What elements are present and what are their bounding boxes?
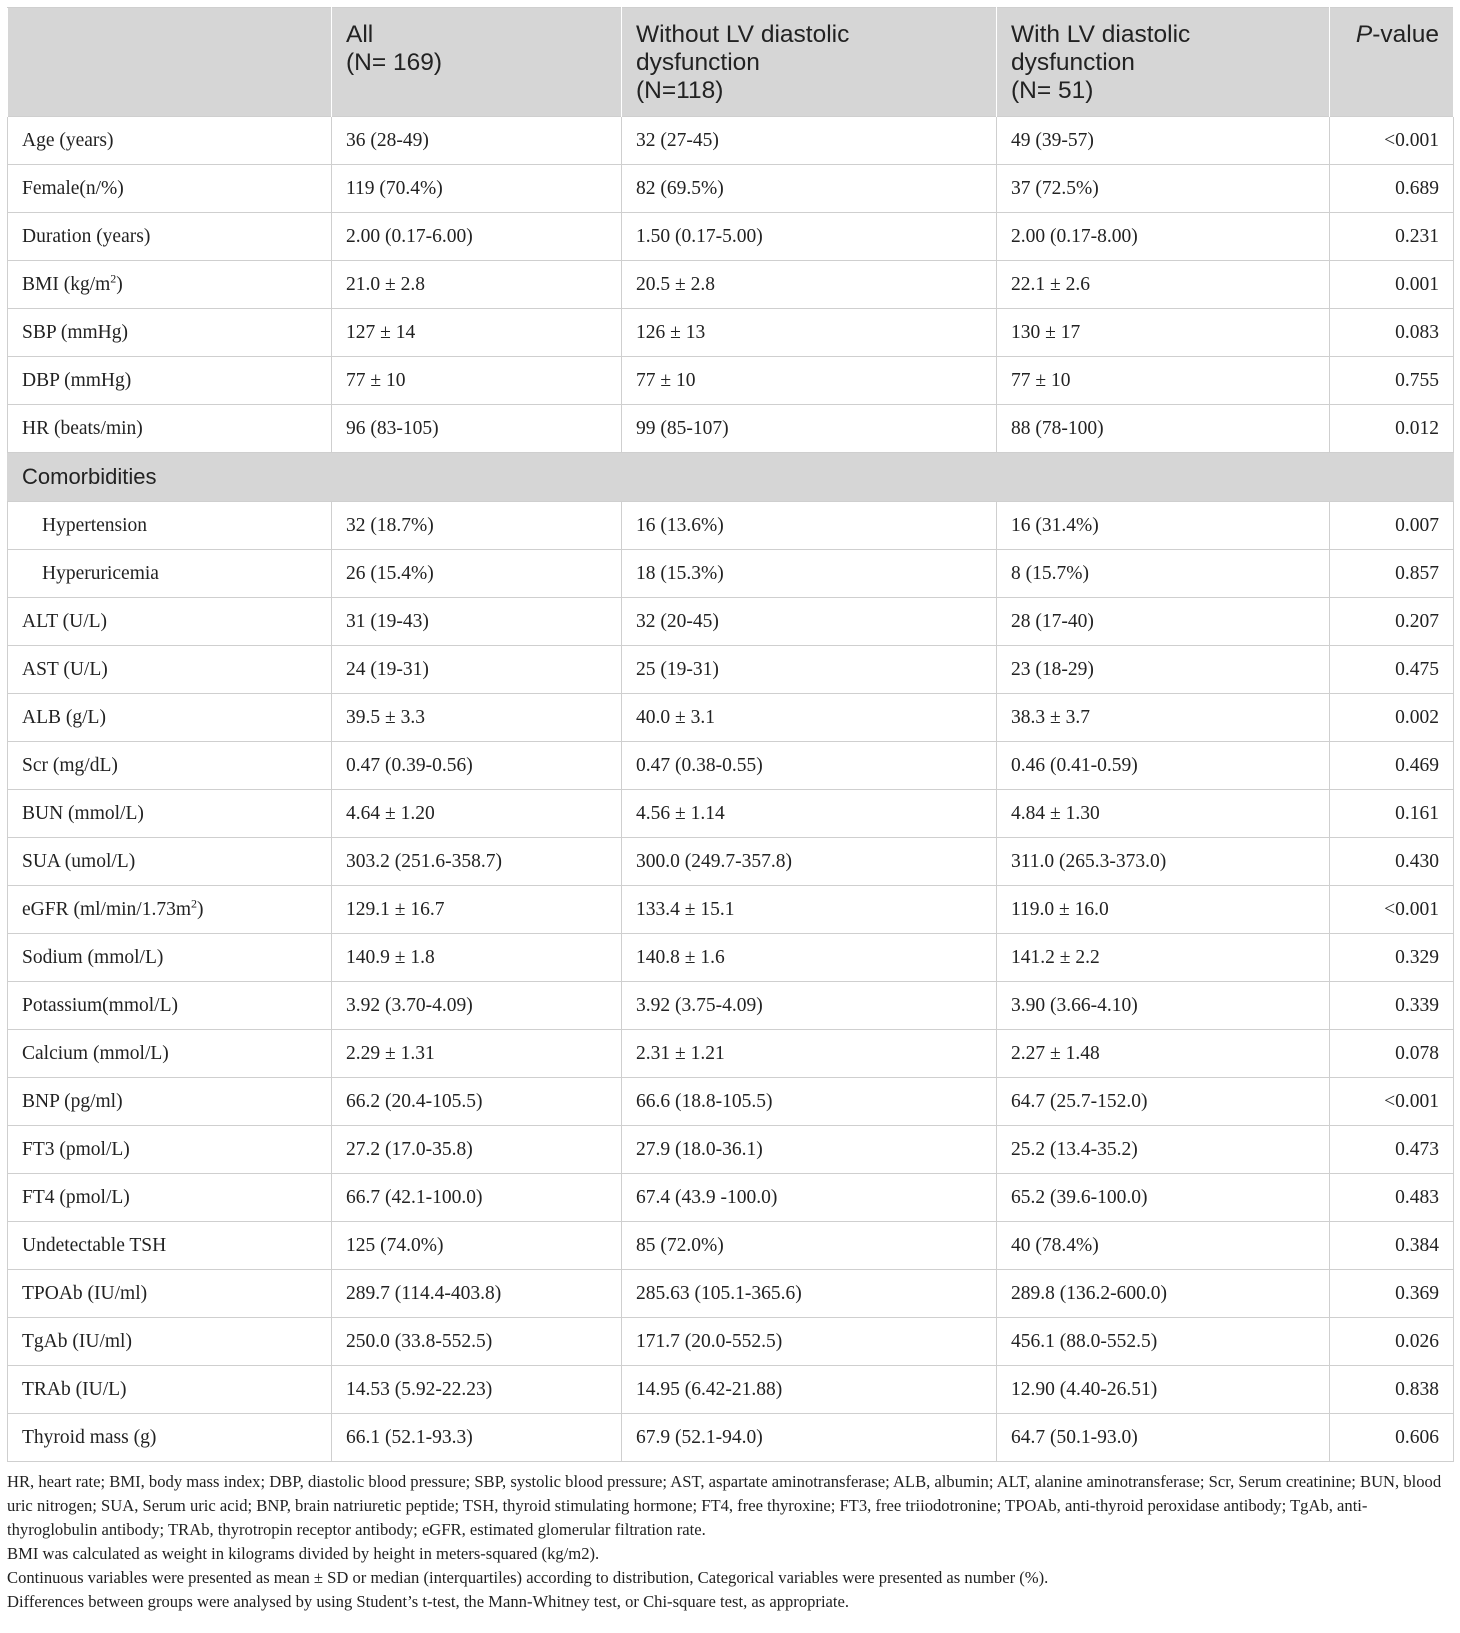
- cell-with: 2.00 (0.17-8.00): [997, 213, 1330, 261]
- table-row: [8, 694, 1454, 742]
- footnote-tests: Differences between groups were analysed by using Student’s t-test, the Mann-Whitney test, or Chi-square test, as appropriate.: [7, 1592, 850, 1611]
- header-without-line3: (N=118): [636, 77, 724, 104]
- cell-without: 67.4 (43.9 -100.0): [622, 1174, 997, 1222]
- cell-with: 12.90 (4.40-26.51): [997, 1366, 1330, 1414]
- table-row: [8, 1366, 1454, 1414]
- cell-without: 20.5 ± 2.8: [622, 261, 997, 309]
- row-label-text: BUN (mmol/L): [22, 802, 144, 824]
- header-p-italic: P: [1355, 21, 1373, 48]
- cell-with: 64.7 (50.1-93.0): [997, 1414, 1330, 1462]
- cell-without: 0.47 (0.38-0.55): [622, 742, 997, 790]
- cell-all: 27.2 (17.0-35.8): [332, 1126, 622, 1174]
- cell-all: 250.0 (33.8-552.5): [332, 1318, 622, 1366]
- cell-with: 4.84 ± 1.30: [997, 790, 1330, 838]
- row-label: [8, 550, 332, 598]
- cell-without: 32 (20-45): [622, 598, 997, 646]
- cell-with: 64.7 (25.7-152.0): [997, 1078, 1330, 1126]
- row-label: [8, 1078, 332, 1126]
- header-with-line1: With LV diastolic: [1011, 21, 1191, 48]
- cell-with: 311.0 (265.3-373.0): [997, 838, 1330, 886]
- cell-p-value: 0.012: [1330, 405, 1454, 453]
- row-label-text: TRAb (IU/L): [22, 1378, 127, 1400]
- table-row: [8, 646, 1454, 694]
- row-label-text: Hypertension: [42, 514, 148, 536]
- table-row: [8, 213, 1454, 261]
- table-row: [8, 886, 1454, 934]
- cell-without: 4.56 ± 1.14: [622, 790, 997, 838]
- table-row: [8, 982, 1454, 1030]
- row-label: [8, 1030, 332, 1078]
- cell-with: 0.46 (0.41-0.59): [997, 742, 1330, 790]
- cell-p-value: 0.369: [1330, 1270, 1454, 1318]
- row-label-text: Calcium (mmol/L): [22, 1042, 169, 1064]
- header-p-value: [1330, 8, 1454, 117]
- cell-all: 14.53 (5.92-22.23): [332, 1366, 622, 1414]
- row-label: [8, 261, 332, 309]
- row-label: [8, 982, 332, 1030]
- cell-with: 3.90 (3.66-4.10): [997, 982, 1330, 1030]
- header-all-line1: All: [346, 21, 374, 48]
- row-label-text: BNP (pg/ml): [22, 1090, 123, 1112]
- cell-with: 456.1 (88.0-552.5): [997, 1318, 1330, 1366]
- header-with-line3: (N= 51): [1011, 77, 1094, 104]
- cell-with: 289.8 (136.2-600.0): [997, 1270, 1330, 1318]
- cell-with: 16 (31.4%): [997, 502, 1330, 550]
- row-label: [8, 1222, 332, 1270]
- section-label: Comorbidities: [8, 453, 1454, 502]
- row-label-text: SUA (umol/L): [22, 850, 136, 872]
- row-label: [8, 309, 332, 357]
- cell-with: 22.1 ± 2.6: [997, 261, 1330, 309]
- cell-all: 31 (19-43): [332, 598, 622, 646]
- row-label-end: ): [197, 898, 204, 920]
- row-label: [8, 598, 332, 646]
- cell-without: 140.8 ± 1.6: [622, 934, 997, 982]
- row-label: [8, 357, 332, 405]
- cell-all: 32 (18.7%): [332, 502, 622, 550]
- row-label-text: BMI (kg/m: [22, 273, 111, 295]
- cell-with: 119.0 ± 16.0: [997, 886, 1330, 934]
- row-label: [8, 405, 332, 453]
- table-row: [8, 1030, 1454, 1078]
- cell-all: 66.2 (20.4-105.5): [332, 1078, 622, 1126]
- header-p-suffix: -value: [1372, 21, 1439, 48]
- cell-all: 39.5 ± 3.3: [332, 694, 622, 742]
- header-all-line2: (N= 169): [346, 49, 443, 76]
- table-row: [8, 550, 1454, 598]
- cell-all: 77 ± 10: [332, 357, 622, 405]
- cell-p-value: 0.469: [1330, 742, 1454, 790]
- cell-all: 2.29 ± 1.31: [332, 1030, 622, 1078]
- cell-p-value: 0.606: [1330, 1414, 1454, 1462]
- table-row: [8, 1414, 1454, 1462]
- row-label-text: ALT (U/L): [22, 610, 108, 632]
- table-row: [8, 1126, 1454, 1174]
- cell-without: 32 (27-45): [622, 117, 997, 165]
- row-label: [8, 694, 332, 742]
- cell-p-value: 0.078: [1330, 1030, 1454, 1078]
- row-label: [8, 790, 332, 838]
- cell-with: 49 (39-57): [997, 117, 1330, 165]
- cell-p-value: 0.483: [1330, 1174, 1454, 1222]
- cell-all: 66.1 (52.1-93.3): [332, 1414, 622, 1462]
- row-label: [8, 838, 332, 886]
- table-row: [8, 1222, 1454, 1270]
- row-label-text: ALB (g/L): [22, 706, 106, 728]
- table-row: [8, 502, 1454, 550]
- row-label-text: HR (beats/min): [22, 417, 143, 439]
- row-label-text: Female(n/%): [22, 177, 124, 199]
- row-label: [8, 1318, 332, 1366]
- header-without-line1: Without LV diastolic: [636, 21, 850, 48]
- footnote-bmi: BMI was calculated as weight in kilograms divided by height in meters-squared (kg/m2).: [7, 1544, 600, 1563]
- cell-all: 119 (70.4%): [332, 165, 622, 213]
- cell-p-value: 0.231: [1330, 213, 1454, 261]
- row-label: [8, 213, 332, 261]
- table-row: [8, 790, 1454, 838]
- table-body: [8, 117, 1454, 1462]
- cell-without: 99 (85-107): [622, 405, 997, 453]
- row-label-text: Duration (years): [22, 225, 151, 247]
- cell-without: 1.50 (0.17-5.00): [622, 213, 997, 261]
- cell-with: 8 (15.7%): [997, 550, 1330, 598]
- header-with: [997, 8, 1330, 117]
- table-row: [8, 838, 1454, 886]
- row-label-text: Age (years): [22, 129, 114, 151]
- cell-p-value: 0.002: [1330, 694, 1454, 742]
- table-row: [8, 934, 1454, 982]
- row-label: [8, 117, 332, 165]
- cell-p-value: 0.689: [1330, 165, 1454, 213]
- table-row: [8, 261, 1454, 309]
- row-label-text: eGFR (ml/min/1.73m: [22, 898, 192, 920]
- cell-without: 66.6 (18.8-105.5): [622, 1078, 997, 1126]
- cell-p-value: 0.329: [1330, 934, 1454, 982]
- cell-without: 27.9 (18.0-36.1): [622, 1126, 997, 1174]
- cell-all: 0.47 (0.39-0.56): [332, 742, 622, 790]
- cell-p-value: 0.384: [1330, 1222, 1454, 1270]
- header-with-line2: dysfunction: [1011, 49, 1135, 76]
- row-label-superscript: 2: [191, 896, 198, 910]
- table-row: [8, 742, 1454, 790]
- cell-p-value: 0.475: [1330, 646, 1454, 694]
- cell-all: 3.92 (3.70-4.09): [332, 982, 622, 1030]
- table-row: [8, 1078, 1454, 1126]
- cell-with: 65.2 (39.6-100.0): [997, 1174, 1330, 1222]
- cell-with: 37 (72.5%): [997, 165, 1330, 213]
- cell-with: 25.2 (13.4-35.2): [997, 1126, 1330, 1174]
- header-without-line2: dysfunction: [636, 49, 760, 76]
- baseline-characteristics-table: [7, 7, 1454, 1462]
- row-label-text: SBP (mmHg): [22, 321, 129, 343]
- cell-all: 36 (28-49): [332, 117, 622, 165]
- cell-p-value: 0.339: [1330, 982, 1454, 1030]
- table-row: [8, 1318, 1454, 1366]
- row-label: [8, 1366, 332, 1414]
- row-label: [8, 646, 332, 694]
- cell-p-value: <0.001: [1330, 1078, 1454, 1126]
- row-label-text: Sodium (mmol/L): [22, 946, 164, 968]
- row-label-text: TPOAb (IU/ml): [22, 1282, 148, 1304]
- row-label-text: AST (U/L): [22, 658, 108, 680]
- footnotes: [7, 1470, 1453, 1614]
- cell-all: 2.00 (0.17-6.00): [332, 213, 622, 261]
- cell-without: 300.0 (249.7-357.8): [622, 838, 997, 886]
- row-label-text: Thyroid mass (g): [22, 1426, 157, 1448]
- row-label: [8, 1174, 332, 1222]
- table-row: [8, 309, 1454, 357]
- table-header: [8, 8, 1454, 117]
- cell-p-value: 0.207: [1330, 598, 1454, 646]
- cell-with: 38.3 ± 3.7: [997, 694, 1330, 742]
- cell-p-value: 0.857: [1330, 550, 1454, 598]
- cell-without: 77 ± 10: [622, 357, 997, 405]
- row-label-text: TgAb (IU/ml): [22, 1330, 132, 1352]
- cell-without: 3.92 (3.75-4.09): [622, 982, 997, 1030]
- cell-all: 21.0 ± 2.8: [332, 261, 622, 309]
- cell-p-value: <0.001: [1330, 117, 1454, 165]
- table-row: [8, 598, 1454, 646]
- cell-all: 26 (15.4%): [332, 550, 622, 598]
- row-label-text: Potassium(mmol/L): [22, 994, 178, 1016]
- cell-with: 40 (78.4%): [997, 1222, 1330, 1270]
- cell-without: 40.0 ± 3.1: [622, 694, 997, 742]
- cell-without: 14.95 (6.42-21.88): [622, 1366, 997, 1414]
- cell-all: 289.7 (114.4-403.8): [332, 1270, 622, 1318]
- cell-all: 129.1 ± 16.7: [332, 886, 622, 934]
- cell-all: 66.7 (42.1-100.0): [332, 1174, 622, 1222]
- cell-with: 130 ± 17: [997, 309, 1330, 357]
- cell-with: 2.27 ± 1.48: [997, 1030, 1330, 1078]
- row-label-text: FT3 (pmol/L): [22, 1138, 130, 1160]
- cell-all: 140.9 ± 1.8: [332, 934, 622, 982]
- cell-without: 126 ± 13: [622, 309, 997, 357]
- row-label: [8, 886, 332, 934]
- cell-without: 25 (19-31): [622, 646, 997, 694]
- cell-without: 133.4 ± 15.1: [622, 886, 997, 934]
- cell-with: 88 (78-100): [997, 405, 1330, 453]
- row-label: [8, 1414, 332, 1462]
- cell-without: 82 (69.5%): [622, 165, 997, 213]
- cell-with: 141.2 ± 2.2: [997, 934, 1330, 982]
- footnote-abbreviations: HR, heart rate; BMI, body mass index; DBP, diastolic blood pressure; SBP, systolic blood pressure; AST, aspartate aminotransferase; ALB, albumin; ALT, alanine aminotransferase; Scr, Serum creatinine; BUN, blood uric nitrogen; SUA, Serum uric acid; BNP, brain natriuretic peptide; TSH, thyroid stimulating hormone; FT4, free thyroxine; FT3, free triiodotronine; TPOAb, anti-thyroid peroxidase antibody; TgAb, anti-thyroglobulin antibody; TRAb, thyrotropin receptor antibody; eGFR, estimated glomerular filtration rate.: [7, 1472, 1442, 1539]
- cell-p-value: 0.161: [1330, 790, 1454, 838]
- row-label-text: Scr (mg/dL): [22, 754, 118, 776]
- cell-without: 85 (72.0%): [622, 1222, 997, 1270]
- table-row: [8, 357, 1454, 405]
- row-label-text: Undetectable TSH: [22, 1234, 167, 1256]
- cell-p-value: 0.838: [1330, 1366, 1454, 1414]
- row-label: [8, 1270, 332, 1318]
- row-label: [8, 165, 332, 213]
- cell-all: 96 (83-105): [332, 405, 622, 453]
- table-row: [8, 1270, 1454, 1318]
- cell-all: 127 ± 14: [332, 309, 622, 357]
- table-row: [8, 1174, 1454, 1222]
- header-variable: [8, 8, 332, 117]
- row-label: [8, 502, 332, 550]
- table-row: [8, 165, 1454, 213]
- document: [7, 7, 1453, 1614]
- cell-with: 28 (17-40): [997, 598, 1330, 646]
- cell-without: 171.7 (20.0-552.5): [622, 1318, 997, 1366]
- row-label-text: DBP (mmHg): [22, 369, 132, 391]
- row-label-text: FT4 (pmol/L): [22, 1186, 130, 1208]
- cell-all: 24 (19-31): [332, 646, 622, 694]
- cell-p-value: 0.430: [1330, 838, 1454, 886]
- section-row-comorbidities: [8, 453, 1454, 502]
- cell-all: 303.2 (251.6-358.7): [332, 838, 622, 886]
- row-label-end: ): [116, 273, 123, 295]
- cell-p-value: 0.026: [1330, 1318, 1454, 1366]
- header-row: [8, 8, 1454, 117]
- cell-p-value: 0.473: [1330, 1126, 1454, 1174]
- header-all: [332, 8, 622, 117]
- table-row: [8, 117, 1454, 165]
- cell-p-value: 0.083: [1330, 309, 1454, 357]
- cell-without: 18 (15.3%): [622, 550, 997, 598]
- header-without: [622, 8, 997, 117]
- row-label-text: Hyperuricemia: [42, 562, 159, 584]
- footnote-variables: Continuous variables were presented as mean ± SD or median (interquartiles) according to distribution, Categorical variables were presented as number (%).: [7, 1568, 1049, 1587]
- cell-p-value: 0.001: [1330, 261, 1454, 309]
- row-label: [8, 1126, 332, 1174]
- cell-with: 77 ± 10: [997, 357, 1330, 405]
- cell-all: 125 (74.0%): [332, 1222, 622, 1270]
- cell-without: 285.63 (105.1-365.6): [622, 1270, 997, 1318]
- cell-without: 2.31 ± 1.21: [622, 1030, 997, 1078]
- cell-all: 4.64 ± 1.20: [332, 790, 622, 838]
- cell-without: 16 (13.6%): [622, 502, 997, 550]
- cell-p-value: 0.007: [1330, 502, 1454, 550]
- cell-p-value: 0.755: [1330, 357, 1454, 405]
- row-label: [8, 934, 332, 982]
- cell-without: 67.9 (52.1-94.0): [622, 1414, 997, 1462]
- table-row: [8, 405, 1454, 453]
- cell-p-value: <0.001: [1330, 886, 1454, 934]
- row-label: [8, 742, 332, 790]
- row-label-superscript: 2: [110, 271, 117, 285]
- cell-with: 23 (18-29): [997, 646, 1330, 694]
